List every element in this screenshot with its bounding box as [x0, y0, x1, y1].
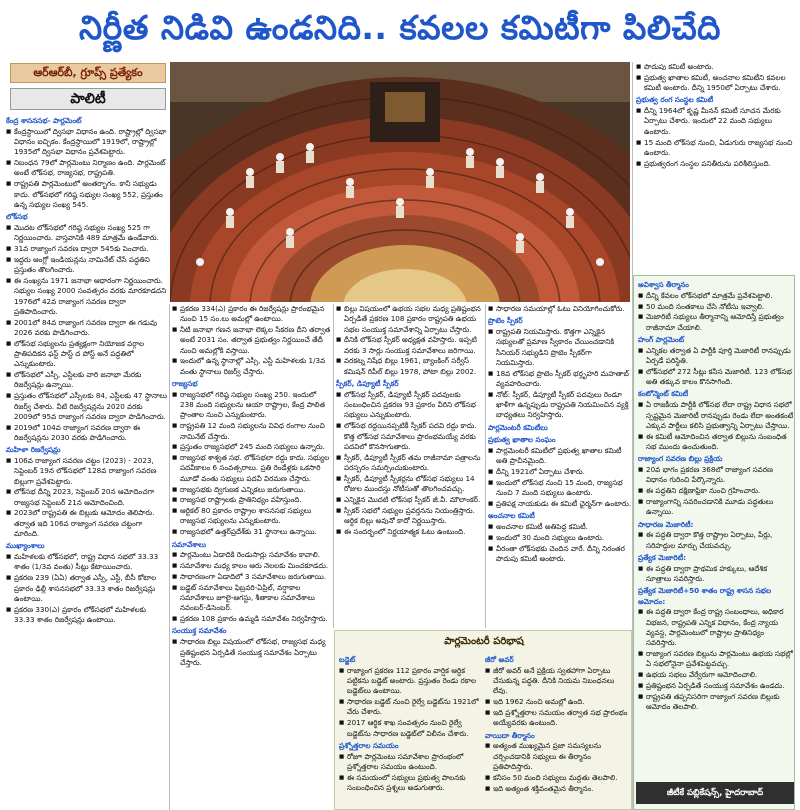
- section-heading: ప్రొటెం స్పీకర్: [488, 316, 523, 326]
- bullet-point: ■ ఈ కమిటీ ఆమోదించిన తర్వాత బిల్లును సంబంధిత సభ ముందు ఉంచుతుంది.: [638, 432, 794, 453]
- publisher-credit: జీటీకే పబ్లికేషన్స్, హైదరాబాద్: [636, 782, 794, 804]
- section-heading: అంచనాల కమిటీ: [488, 511, 535, 521]
- bullet-point: ■ రాజ్యాంగ ప్రకరణ 112 ప్రకారం వార్షిక ఆర్థిక పట్టికను బడ్జెట్ అంటారు. ప్రస్తుతం రెండు రకాల బడ్జెట్‌లు ఉంటాయి.: [339, 666, 481, 697]
- glossary-box: [334, 630, 632, 810]
- bullet-point: ■ ఇందులో 30 మంది సభ్యులు ఉంటారు.: [488, 533, 632, 543]
- bullet-point: ■ ఈ పద్ధతి ద్వారా కేంద్ర రాష్ట్ర సంబంధాలు, అధికార విభజన, రాష్ట్రపతి ఎన్నిక విధానం, కేంద్ర న్యాయ వ్యవస్థ, పార్లమెంటులో రాష్ట్రాల ప్రాతినిధ్యం సవరిస్తారు.: [638, 607, 794, 648]
- bullet-point: ■ ఇద్దరు ఆంగ్లో ఇండియన్లను నామినేట్ చేసే పద్ధతిని ప్రస్తుతం తొలగించారు.: [6, 255, 168, 276]
- section-heading: లోక్‌సభ: [6, 212, 28, 222]
- subject-label: పాలిటీ: [10, 88, 166, 110]
- bullet-point: ■ 106వ రాజ్యాంగ సవరణ చట్టం (2023) - 2023, సెప్టెంబర్ 19న లోక్‌సభలో 128వ రాజ్యాంగ సవరణ బిల్లుగా ప్రవేశపెట్టారు.: [6, 456, 168, 487]
- bullet-point: ■ బడ్జెట్ సమావేశాలు ఫిబ్రవరి-ఏప్రిల్, వర్షాకాల సమావేశాలు జూలై-ఆగస్టు, శీతాకాల సమావేశాలు నవంబర్-డిసెంబర్.: [172, 583, 332, 614]
- bullet-point: ■ 50 మంది సంతకాలు చేసి నోటీసు ఇవ్వాలి.: [638, 302, 794, 312]
- bullet-point: ■ ఇది ప్రశ్నోత్తరాల సమయం తర్వాత సభ ప్రారంభం అయ్యేవరకు ఉంటుంది.: [485, 708, 629, 729]
- section-heading: ప్రత్యేక మెజారిటీ+50 శాతం రాష్ట్ర శాసన సభల ఆమోదం:: [638, 586, 772, 606]
- bullet-point: ■ రాజ్యాంగాన్ని సవరించడానికి మూడు పద్ధతులు ఉన్నాయి.: [638, 497, 794, 518]
- bullet-point: ■ ఈ పద్ధతి ద్వారా ప్రాథమిక హక్కులు, ఆదేశిక సూత్రాలు సవరిస్తారు.: [638, 564, 794, 585]
- bullet-point: ■ ఈ సందర్భంలో నిర్ణయాత్మక ఓటు ఉంటుంది.: [336, 527, 484, 537]
- bullet-point: ■ ప్రకరణ 334(ఎ) ప్రకారం ఈ రిజర్వేషన్లు ప్రారంభమైన నుంచి 15 సం.లు అమల్లో ఉంటాయి.: [172, 304, 332, 325]
- bullet-point: ■ పార్లమెంటరీ కమిటీలో ప్రభుత్వ ఖాతాల కమిటీ అతి ప్రాచీనమైంది.: [488, 446, 632, 467]
- bullet-point: ■ ఎన్నికైన మొదటి లోక్‌సభ స్పీకర్ జీ.వీ. మౌలాంకర్.: [336, 495, 484, 505]
- bullet-point: ■ కేంద్రస్థాయిలో ద్విసభా విధానం ఉంది. రాష్ట్రాల్లో ద్విసభా విధానం ఐచ్ఛికం. కేంద్రస్థాయిలో 1919లో, రాష్ట్రాల్లో 1935లో ద్విసభా విధానం ప్రవేశపెట్టారు.: [6, 127, 168, 158]
- bullet-point: ■ ఆర్టికల్ 80 ప్రకారం రాష్ట్రాల శాసనసభ సభ్యులు రాజ్యసభ సభ్యులను ఎన్నుకుంటారు.: [172, 506, 332, 527]
- section-heading: ప్రత్యేక మెజారిటీ:: [638, 552, 687, 562]
- bullet-point: ■ ప్రభుత్వరంగ సంస్థల పనితీరును పరిశీలిస్తుంది.: [636, 159, 796, 169]
- bullet-point: ■ ప్రస్తుతం లోక్‌సభలో ఎస్సీలకు 84, ఎస్టీలకు 47 స్థానాలు రిజర్వ్ చేశారు. వీటి రిజర్వేషన్లను 2020 వరకు 2009లో 95వ రాజ్యాంగ సవరణ ద్వారా పొడిగించారు.: [6, 391, 168, 422]
- bullet-point: ■ దీన్ని 1921లో ఏర్పాటు చేశారు.: [488, 467, 632, 477]
- article-column-3: [336, 304, 484, 628]
- bullet-point: ■ జీరో అవర్ అనే ప్రక్రియ స్వతహాగా ఏర్పాటు చేసుకున్న పద్ధతి. దీనికి నియమ నిబంధనలు లేవు.: [485, 666, 629, 697]
- bullet-point: ■ కనీసం 50 మంది సభ్యులు మద్దతు తెలపాలి.: [485, 773, 629, 783]
- section-heading: జీరో అవర్: [485, 655, 514, 664]
- column-divider: [169, 304, 170, 810]
- bullet-point: ■ మెజారిటీ సభ్యులు తీర్మానాన్ని ఆమోదిస్తే ప్రభుత్వం రాజీనామా చేయాలి.: [638, 312, 794, 333]
- bullet-point: ■ లోక్‌సభ దీన్ని 2023, సెప్టెంబర్ 20న ఆమోదించగా రాజ్యసభ సెప్టెంబర్ 21న ఆమోదించింది.: [6, 487, 168, 508]
- bullet-point: ■ 2023లో రాష్ట్రపతి ఈ బిల్లుకు ఆమోదం తెలిపారు. తర్వాత ఇది 106వ రాజ్యాంగ సవరణ చట్టంగా మారింది.: [6, 508, 168, 539]
- bullet-point: ■ ప్రకరణ 330(ఎ) ప్రకారం లోక్‌సభలో మహిళలకు 33.33 శాతం రిజర్వేషన్లు ఉంటాయి.: [6, 605, 168, 626]
- bullet-point: ■ స్పీకర్, డిప్యూటీ స్పీకర్లను లోక్‌సభ సభ్యులు 14 రోజుల ముందస్తు నోటీసుతో తొలగించవచ్చు.: [336, 474, 484, 495]
- bullet-point: ■ ఇది 1962 నుంచి అమల్లో ఉంది.: [485, 697, 629, 707]
- bullet-point: ■ ప్రకరణ 108 ప్రకారం ఉమ్మడి సమావేశం నిర్వహిస్తారు.: [172, 614, 332, 624]
- bullet-point: ■ రాష్ట్రపతి పార్లమెంటులో అంతర్భాగం. కానీ సభ్యుడు కాదు. లోక్‌సభలో గరిష్ఠ సభ్యుల సంఖ్య 552, ప్రస్తుతం ఉన్న సభ్యుల సంఖ్య 545.: [6, 179, 168, 210]
- bullet-point: ■ నోట్: స్పీకర్, డిప్యూటీ స్పీకర్ పదవులు రెండూ ఖాళీగా ఉన్నప్పుడు రాష్ట్రపతి నియమించిన వ్యక్తి బాధ్యతలు నిర్వహిస్తారు.: [488, 390, 632, 421]
- bullet-point: ■ రాష్ట్రపతి తప్పనిసరిగా రాజ్యాంగ సవరణ బిల్లుకు ఆమోదం తెలపాలి.: [638, 692, 794, 713]
- article-column-4: [488, 304, 632, 628]
- bullet-point: ■ వరకట్న నిషేధ బిల్లు 1961, బ్యాంకింగ్ సర్వీస్ కమిషన్ రిపీల్ బిల్లు 1978, పోటా బిల్లు 2002.: [336, 356, 484, 377]
- series-tag: ఆర్ఆర్‌బీ, గ్రూప్స్ ప్రత్యేకం: [10, 63, 166, 83]
- column-divider: [632, 62, 633, 810]
- bullet-point: ■ దీన్ని 1964లో కృష్ణ మీనన్ కమిటీ సూచన మేరకు ఏర్పాటు చేశారు. ఇందులో 22 మంది సభ్యులు ఉంటారు.: [636, 106, 796, 137]
- bullet-point: ■ ప్రతిష్టంభన ఏర్పడితే సంయుక్త సమావేశం ఉండదు.: [638, 681, 794, 691]
- column-divider: [333, 304, 334, 628]
- bullet-point: ■ రోజూ పార్లమెంటు సమావేశాల ప్రారంభంలో ప్రశ్నోత్తరాల సమయం ఉంటుంది.: [339, 752, 481, 773]
- bullet-point: ■ ఇది అత్యంత శక్తివంతమైన తీర్మానం.: [485, 784, 629, 794]
- article-column-1: [6, 114, 168, 810]
- section-heading: రాజ్యసభ: [172, 379, 198, 389]
- bullet-point: ■ లోక్‌సభ రద్దయినప్పటికీ స్పీకర్ పదవి రద్దు కాదు. కొత్త లోక్‌సభ సమావేశాలు ప్రారంభమయ్యే వరకు పదవిలో కొనసాగుతారు.: [336, 421, 484, 452]
- bullet-point: ■ ఈ సమయంలో సభ్యులు ప్రభుత్వ పాలనకు సంబంధించిన ప్రశ్నలు అడుగుతారు.: [339, 773, 481, 794]
- bullet-point: ■ దీనికి లోక్‌సభ స్పీకర్ అధ్యక్షత వహిస్తారు. ఇప్పటి వరకు 3 సార్లు సంయుక్త సమావేశాలు జరిగాయి.: [336, 335, 484, 356]
- section-heading: అవిశ్వాస తీర్మానం: [638, 280, 689, 289]
- bullet-point: ■ ఇందులో లోక్‌సభ నుంచి 15 మంది, రాజ్యసభ నుంచి 7 మంది సభ్యులు ఉంటారు.: [488, 478, 632, 499]
- bullet-point: ■ సాధారణ సమయాల్లో ఓటు వినియోగించుకోరు.: [488, 304, 632, 314]
- bullet-point: ■ అంచనాల కమిటీ అతిపెద్ద కమిటీ.: [488, 522, 632, 532]
- bullet-point: ■ నీటి జనాభా గణన జనాభా లెక్కల సేకరణ దీని తర్వాత అంటే 2031 సం. తర్వాత ప్రభుత్వం నిర్ణయించే తేదీ నుంచి అమల్లోకి వస్తాయి.: [172, 325, 332, 356]
- section-heading: సంయుక్త సమావేశం: [172, 626, 227, 636]
- bullet-point: ■ బిల్లు విషయంలో ఉభయ సభల మధ్య ప్రతిష్టంభన ఏర్పడితే ప్రకరణ 108 ప్రకారం రాష్ట్రపతి ఉభయ సభల సంయుక్త సమావేశాన్ని ఏర్పాటు చేస్తారు.: [336, 304, 484, 335]
- bullet-point: ■ 2017 ఆర్థిక శాఖ సంవత్సరం నుంచి రైల్వే బడ్జెట్‌ను సాధారణ బడ్జెట్‌లో విలీనం చేశారు.: [339, 718, 481, 739]
- section-heading: మహిళా రిజర్వేషన్లు: [6, 445, 61, 455]
- section-heading: సాధారణ మెజారిటీ:: [638, 519, 694, 529]
- bullet-point: ■ రాజ్యసభ రాష్ట్రాలకు ప్రాతినిధ్యం వహిస్తుంది.: [172, 495, 332, 505]
- bullet-point: ■ 31వ రాజ్యాంగ సవరణ ద్వారా 545కు పెంచారు.: [6, 244, 168, 254]
- section-heading: బడ్జెట్: [339, 655, 356, 664]
- section-heading: సమావేశాలు: [172, 539, 206, 549]
- bullet-point: ■ స్పీకర్, డిప్యూటీ స్పీకర్ తమ రాజీనామా పత్రాలను పరస్పరం సమర్పించుకుంటారు.: [336, 453, 484, 474]
- bullet-point: ■ ఈ పద్ధతిని దక్షిణాఫ్రికా నుంచి గ్రహించారు.: [638, 486, 794, 496]
- bullet-point: ■ లోక్‌సభ స్పీకర్, డిప్యూటీ స్పీకర్ పదవులకు సంబంధించిన ప్రకరణ 93 ప్రకారం వీరిని లోక్‌సభ సభ్యులు ఎన్నుకుంటారు.: [336, 390, 484, 421]
- bullet-point: ■ రాజ్యసభకు ద్విగుణక ఎన్నికలు జరుగుతాయి.: [172, 485, 332, 495]
- section-heading: స్పీకర్, డిప్యూటీ స్పీకర్: [336, 379, 399, 389]
- bullet-point: ■ మొదట లోక్‌సభలో గరిష్ఠ సభ్యుల సంఖ్య 525 గా నిర్ణయించారు. వాస్తవానికి 489 మాత్రమే ఉండేవారు.: [6, 223, 168, 244]
- bullet-point: ■ నిబంధన 79లో పార్లమెంటు నిర్మాణం ఉంది. పార్లమెంట్ అంటే లోక్‌సభ, రాజ్యసభ, రాష్ట్రపతి.: [6, 158, 168, 179]
- section-heading: ప్రభుత్వ రంగ సంస్థల కమిటీ: [636, 95, 714, 105]
- section-heading: ప్రభుత్వ ఖాతాల సంఘం: [488, 435, 556, 445]
- bullet-point: ■ పార్లమెంటు ఏడాదికి రెండుసార్లు సమావేశం కావాలి.: [172, 550, 332, 560]
- bullet-point: ■ సమావేశాల మధ్య కాలం ఆరు నెలలకు మించకూడదు.: [172, 561, 332, 571]
- column-divider: [485, 304, 486, 628]
- glossary-column-1: [339, 653, 481, 809]
- bullet-point: ■ అత్యంత ముఖ్యమైన ప్రజా సమస్యలను చర్చించడానికి సభ్యులు ఈ తీర్మానం ప్రతిపాదిస్తారు.: [485, 741, 629, 772]
- section-heading: రాజ్యాంగ సవరణ బిల్లు ప్రక్రియ: [638, 454, 723, 464]
- section-heading: వాయిదా తీర్మానం: [485, 730, 535, 740]
- bullet-point: ■ ఇందులో ఉన్న స్థానాల్లో ఎస్సీ, ఎస్టీ మహిళలకు 1/3వ వంతు స్థానాలు రిజర్వ్ చేస్తారు.: [172, 356, 332, 377]
- bullet-point: ■ వీరంతా లోక్‌సభకు చెందిన వారే. దీన్ని నిరంతర పొదుపు కమిటీ అంటారు.: [488, 544, 632, 565]
- bullet-point: ■ రాజ్యసభలో ఉత్తర్‌ప్రదేశ్‌కు 31 స్థానాలు ఉన్నాయి.: [172, 527, 332, 537]
- bullet-point: ■ ఈ సంఖ్యను 1971 జనాభా ఆధారంగా నిర్ణయించారు. సభ్యుల సంఖ్య 2000 సంవత్సరం వరకు మారకూడదని 1976లో 42వ రాజ్యాంగ సవరణ ద్వారా ప్రతిపాదించారు.: [6, 276, 168, 317]
- bullet-point: ■ లోక్‌సభ సభ్యులను ప్రత్యక్షంగా నియోజక వర్గాల ప్రాతిపదికన ఫస్ట్ పాస్ట్ ద పోస్ట్ అనే పద్ధతిలో ఎన్నుకుంటారు.: [6, 339, 168, 370]
- glossary-title: పార్లమెంటరీ పరిభాష: [444, 636, 524, 647]
- bullet-point: ■ ప్రకరణ 239 (ఏఏ) తర్వాత ఎస్సీ, ఎస్టీ, బీసీ కోటాల ప్రకారం ఢిల్లీ శాసనసభలో 33.33 శాతం రిజర్వేషన్లు ఉంటాయి.: [6, 573, 168, 604]
- bullet-point: ■ 2001లో 84వ రాజ్యాంగ సవరణ ద్వారా ఈ గడువు 2026 వరకు పొడిగించారు.: [6, 318, 168, 339]
- parliament-chamber-photo: [170, 62, 630, 302]
- section-heading: ముఖ్యాంశాలు: [6, 541, 45, 551]
- bullet-point: ■ దీన్ని కేవలం లోక్‌సభలో మాత్రమే ప్రవేశపెట్టాలి.: [638, 291, 794, 301]
- section-heading: ప్రశ్నోత్తరాల సమయం: [339, 740, 399, 750]
- bullet-point: ■ స్పీకర్ సభలో సభ్యుల ప్రవర్తనను నియంత్రిస్తారు. ఆర్థిక బిల్లు అవునో కాదో నిర్ణయిస్తారు.: [336, 506, 484, 527]
- bullet-point: ■ 15 మంది లోక్‌సభ నుంచి, ఏడుగురు రాజ్యసభ నుంచి ఉంటారు.: [636, 138, 796, 159]
- bullet-point: ■ ప్రస్తుతం రాజ్యసభలో 245 మంది సభ్యులు ఉన్నారు.: [172, 442, 332, 452]
- bullet-point: ■ రాజ్యసభలో గరిష్ఠ సభ్యుల సంఖ్య 250. ఇందులో 238 మంది సభ్యులను ఆయా రాష్ట్రాల, కేంద్ర పాలిత ప్రాంతాల నుంచి ఎన్నుకుంటారు.: [172, 390, 332, 421]
- bullet-point: ■ లోక్‌సభలో 272 సీట్లు కనీస మెజారిటీ. 123 లోక్‌సభ అతి తక్కువ కాలం కొనసాగింది.: [638, 367, 794, 388]
- bullet-point: ■ ప్రభుత్వ ఖాతాల కమిటీ, అంచనాల కమిటీని కవలల కమిటీ అంటారు. దీన్ని 1950లో ఏర్పాటు చేశారు.: [636, 73, 796, 94]
- bullet-point: ■ రాజ్యసభ శాశ్వత సభ. లోక్‌సభలా రద్దు కాదు. సభ్యుల పదవీకాలం 6 సంవత్సరాలు. ప్రతి రెండేళ్లకు ఒకసారి మూడో వంతు సభ్యులు పదవీ విరమణ చేస్తారు.: [172, 453, 332, 484]
- bullet-point: ■ ఏ రాజకీయ పార్టీకి లోక్‌సభ లేదా రాష్ట్ర విధాన సభలో స్పష్టమైన మెజారిటీ రానప్పుడు రెండు లేదా అంతకంటే ఎక్కువ పార్టీలు కలిసి ప్రభుత్వాన్ని ఏర్పాటు చేస్తాయి.: [638, 400, 794, 431]
- bullet-point: ■ రాజ్యాంగ సవరణ బిల్లును పార్లమెంటు ఉభయ సభల్లో ఏ సభలోనైనా ప్రవేశపెట్టవచ్చు.: [638, 649, 794, 670]
- headline: నిర్ణీత నిడివి ఉండనిది.. కవలల కమిటీగా పిలిచేది: [79, 8, 721, 47]
- bullet-point: ■ రాష్ట్రపతి నియమిస్తారు. కొత్తగా ఎన్నికైన సభ్యులతో ప్రమాణ స్వీకారం చేయించడానికి సీనియర్ సభ్యుడిని ప్రొటెం స్పీకర్‌గా నియమిస్తారు.: [488, 327, 632, 368]
- bullet-point: ■ ప్రతిపక్ష నాయకుడు ఈ కమిటీ ఛైర్మన్‌గా ఉంటారు.: [488, 499, 632, 509]
- section-heading: హంగ్ పార్లమెంట్: [638, 334, 685, 344]
- bullet-point: ■ 2019లో 104వ రాజ్యాంగ సవరణ ద్వారా ఈ రిజర్వేషన్లను 2030 వరకు పొడిగించారు.: [6, 423, 168, 444]
- glossary-column-2: [485, 653, 629, 809]
- bullet-point: ■ ఎన్నికల తర్వాత ఏ పార్టీకి పూర్తి మెజారిటీ రానప్పుడు ఏర్పడే పరిస్థితి.: [638, 346, 794, 367]
- bullet-point: ■ సాధారణ బిల్లు విషయంలో లోక్‌సభ, రాజ్యసభ మధ్య ప్రతిష్టంభన ఏర్పడితే సంయుక్త సమావేశం ఏర్పాటు చేస్తారు.: [172, 637, 332, 668]
- bullet-point: ■ లోక్‌సభలో ఎస్సీ, ఎస్టీలకు వారి జనాభా మేరకు రిజర్వేషన్లు ఉన్నాయి.: [6, 370, 168, 391]
- article-column-6: [638, 278, 794, 780]
- bullet-point: ■ సాధారణంగా ఏడాదిలో 3 సమావేశాలు జరుగుతాయి.: [172, 572, 332, 582]
- bullet-point: ■ మహిళలకు లోక్‌సభలో, రాష్ట్ర విధాన సభలో 33.33 శాతం (1/3వ వంతు) సీట్లు కేటాయించారు.: [6, 552, 168, 573]
- article-column-5: [636, 62, 796, 272]
- bullet-point: ■ ఉభయ సభలు వేర్వేరుగా ఆమోదించాలి.: [638, 670, 794, 680]
- parliament-chamber-image: [170, 62, 630, 302]
- bullet-point: ■ 20వ భాగం ప్రకరణ 368లో రాజ్యాంగ సవరణ విధానం గురించి పేర్కొన్నారు.: [638, 465, 794, 486]
- bullet-point: ■ పొదుపు కమిటీ అంటారు.: [636, 62, 796, 72]
- bullet-point: ■ రాష్ట్రపతి 12 మంది సభ్యులను వివిధ రంగాల నుంచి నామినేట్ చేస్తారు.: [172, 421, 332, 442]
- section-heading: కేంద్ర శాసనసభ- పార్లమెంట్: [6, 116, 82, 125]
- bullet-point: ■ సాధారణ బడ్జెట్ నుంచి రైల్వే బడ్జెట్‌ను 1921లో వేరు చేశారు.: [339, 697, 481, 718]
- article-column-2: [172, 304, 332, 810]
- section-heading: పార్లమెంటరీ కమిటీలు: [488, 422, 548, 432]
- bullet-point: ■ ఈ పద్ధతి ద్వారా కొత్త రాష్ట్రాల ఏర్పాటు, పేర్లు, సరిహద్దుల మార్పు చేయవచ్చు.: [638, 530, 794, 551]
- bullet-point: ■ 18వ లోక్‌సభ ప్రొటెం స్పీకర్ భర్తృహరి మహతాబ్ వ్యవహరించారు.: [488, 369, 632, 390]
- section-heading: కంటోన్మెంట్ కమిటీ: [638, 389, 689, 399]
